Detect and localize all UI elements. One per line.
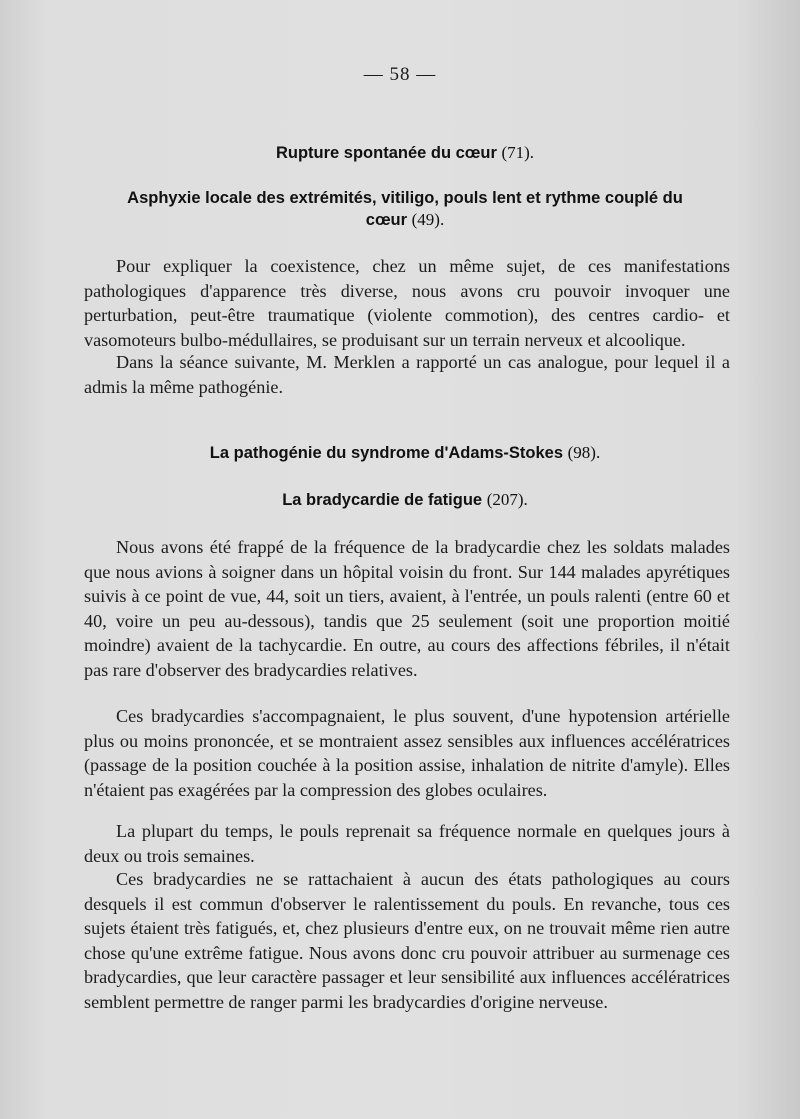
section-heading — [80, 142, 730, 164]
section-ref: (49). — [411, 210, 445, 229]
section-heading — [80, 442, 730, 464]
section-title: La bradycardie de fatigue — [282, 491, 483, 509]
section-title: Asphyxie locale des extrémités, vitiligo, pouls lent et rythme couplé du cœur — [127, 189, 683, 229]
section-ref: (207). — [486, 490, 528, 509]
section-title: La pathogénie du syndrome d'Adams-Stokes — [209, 444, 564, 462]
paragraph: Nous avons été frappé de la fréquence de la bradycardie chez les soldats malades que nous avions à soigner dans un hôpital voisin du front. Sur 144 malades apyrétiques suivis à ce point de vue, 44, soit un tiers, avaient, à l'entrée, un pouls ralenti (entre 60 et 40, voire un peu au-dessous), tandis que 25 seulement (soit une proportion moitié moindre) avaient de la tachycardie. En outre, au cours des affections fébriles, il n'était pas rare d'observer des bradycardies relatives. — [84, 537, 730, 680]
section-ref: (71). — [501, 143, 535, 162]
paragraph: La plupart du temps, le pouls reprenait sa fréquence normale en quelques jours à deux ou trois semaines. — [84, 821, 730, 866]
paragraph: Pour expliquer la coexistence, chez un même sujet, de ces manifestations pathologiques d'apparence très diverse, nous avons cru pouvoir invoquer une perturbation, peut-être traumatique (violente commotion), des centres cardio- et vasomoteurs bulbo-médullaires, se produisant sur un terrain nerveux et alcoolique. — [84, 256, 730, 350]
paragraph: Ces bradycardies s'accompagnaient, le plus souvent, d'une hypotension artérielle plus ou moins prononcée, et se montraient assez sensibles aux influences accélératrices (passage de la position couchée à la position assise, inhalation de nitrite d'amyle). Elles n'étaient pas exagérées par la compression des globes oculaires. — [84, 706, 730, 800]
page-number: — 58 — — [363, 64, 437, 85]
section-heading — [110, 187, 700, 231]
section-heading — [80, 489, 730, 511]
paragraph: Dans la séance suivante, M. Merklen a rapporté un cas analogue, pour lequel il a admis la même pathogénie. — [84, 352, 730, 397]
section-ref: (98). — [567, 443, 601, 462]
section-title: Rupture spontanée du cœur — [275, 144, 497, 162]
paragraph: Ces bradycardies ne se rattachaient à aucun des états pathologiques au cours desquels il est commun d'observer le ralentissement du pouls. En revanche, tous ces sujets étaient très fatigués, et, chez plusieurs d'entre eux, on ne trouvait même rien autre chose qu'une extrême fatigue. Nous avons donc cru pouvoir attribuer au surmenage ces bradycardies, que leur caractère passager et leur sensibilité aux influences accélératrices semblent permettre de ranger parmi les bradycardies d'origine nerveuse. — [84, 869, 730, 1012]
